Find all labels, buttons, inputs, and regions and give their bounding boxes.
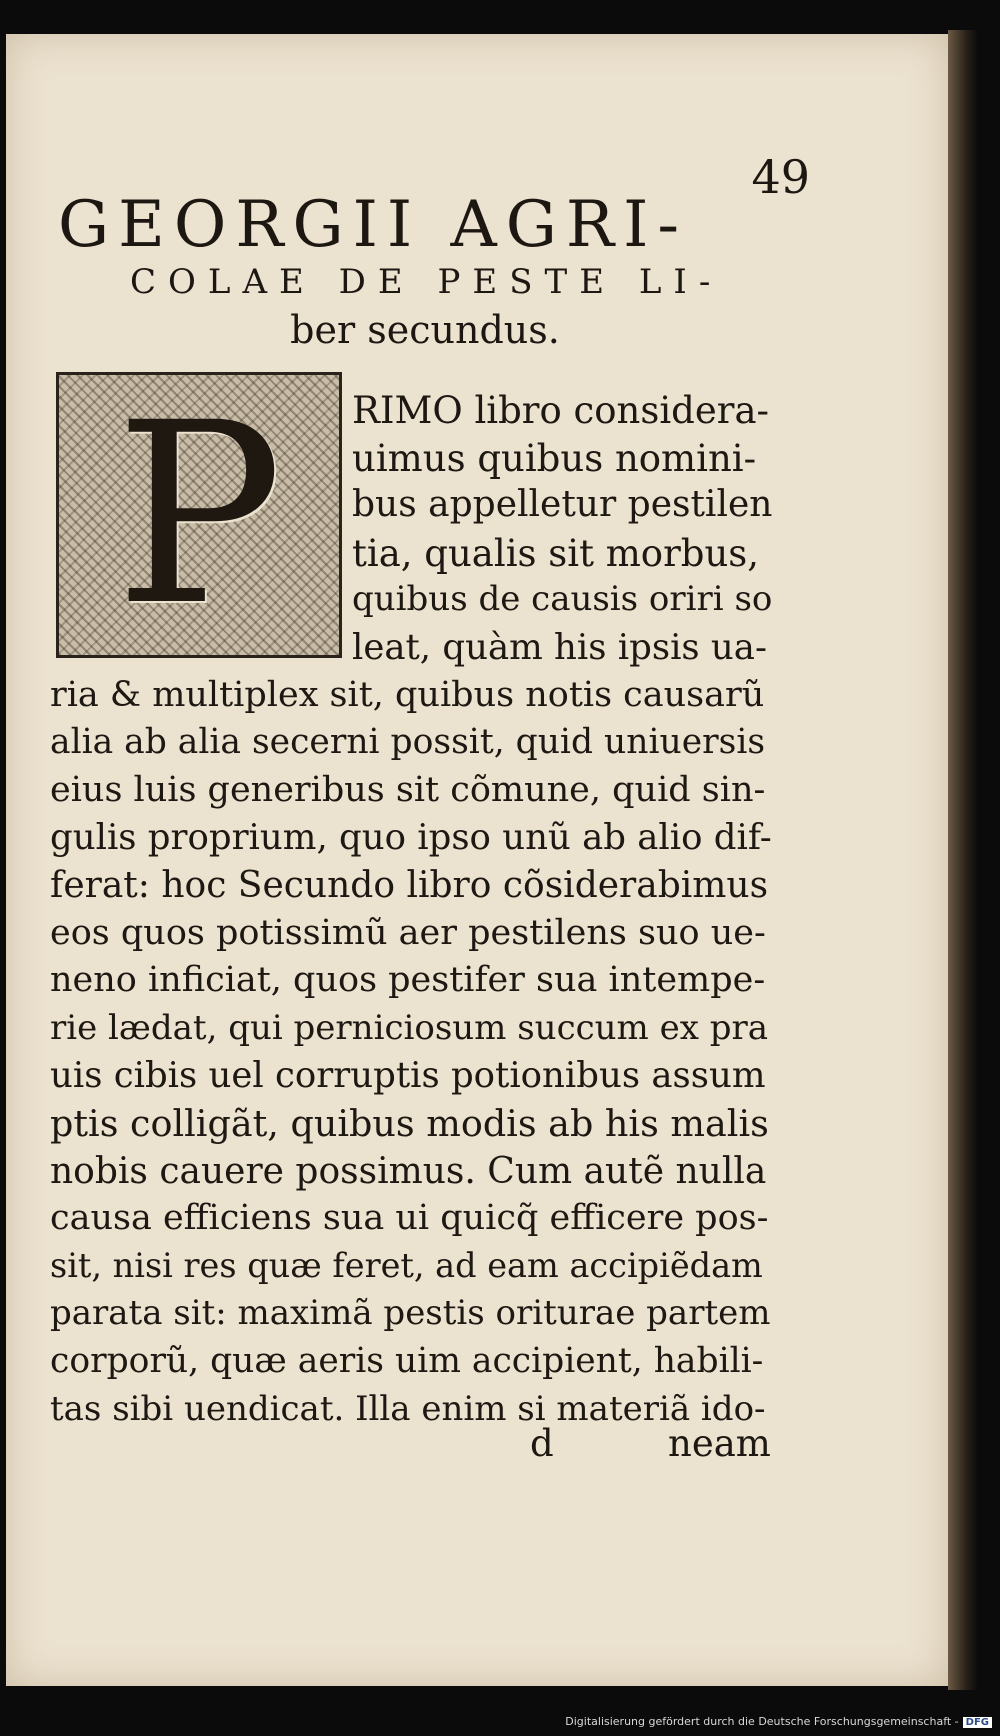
heading-line-1: GEORGII AGRI- — [58, 188, 688, 262]
text-line: tas sibi uendicat. Illa enim si materiã ido- — [50, 1388, 766, 1429]
dfg-logo: DFG — [963, 1717, 992, 1728]
text-line: alia ab alia secerni possit, quid uniuersis — [50, 722, 766, 763]
text-line: uis cibis uel corruptis potionibus assum — [50, 1055, 766, 1097]
page-edge — [948, 30, 978, 1690]
decorated-initial — [56, 369, 342, 660]
footer-credit — [565, 1715, 992, 1728]
text-line: eos quos potissimũ aer pestilens suo ue- — [50, 912, 766, 953]
text-line: uimus quibus nomini- — [352, 436, 757, 480]
text-line: leat, quàm his ipsis ua- — [352, 627, 767, 668]
text-line: corporũ, quæ aeris uim accipient, habili- — [50, 1341, 764, 1381]
page-number: 49 — [751, 150, 810, 204]
text-line: nobis cauere possimus. Cum autẽ nulla — [50, 1150, 767, 1192]
text-line: parata sit: maximã pestis oriturae partem — [50, 1293, 771, 1334]
catchword: neam — [668, 1422, 771, 1465]
heading-line-2: COLAE DE PESTE LI- — [130, 262, 723, 302]
text-line: ptis colligãt, quibus modis ab his malis — [50, 1102, 769, 1145]
text-line: sit, nisi res quæ feret, ad eam accipiẽdam — [50, 1245, 763, 1285]
text-line: ria & multiplex sit, quibus notis causarũ — [50, 674, 765, 715]
heading-line-3: ber secundus. — [290, 308, 560, 352]
initial-letter: P — [114, 369, 284, 660]
text-line: rie lædat, qui perniciosum succum ex pra — [50, 1007, 769, 1048]
signature-mark: d — [530, 1422, 554, 1465]
text-line: gulis proprium, quo ipso unũ ab alio dif- — [50, 817, 772, 859]
text-line: tia, qualis sit morbus, — [352, 531, 760, 575]
text-line: bus appelletur pestilen — [352, 484, 773, 526]
text-line: eius luis generibus sit cõmune, quid sin- — [50, 769, 766, 810]
text-line: neno inficiat, quos pestifer sua intempe- — [50, 960, 766, 1001]
text-line: causa efficiens sua ui quicq̃ efficere pos- — [50, 1198, 769, 1239]
text-line: ferat: hoc Secundo libro cõsiderabimus — [50, 865, 769, 906]
text-line: quibus de causis oriri so — [352, 579, 773, 620]
text-line: RIMO libro considera- — [352, 389, 770, 432]
footer-text: Digitalisierung gefördert durch die Deutsche Forschungsgemeinschaft - — [565, 1715, 959, 1728]
